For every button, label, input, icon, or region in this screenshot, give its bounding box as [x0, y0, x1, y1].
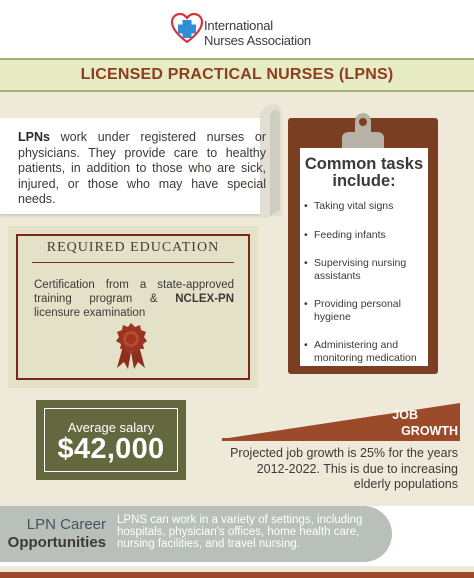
education-heading: REQUIRED EDUCATION: [46, 240, 220, 255]
career-title-line1: LPN Career: [26, 516, 106, 533]
heart-cross-icon: [170, 12, 204, 46]
education-exam-bold: NCLEX-PN: [175, 293, 234, 305]
certificate-rule: [32, 262, 234, 263]
tasks-list: [304, 200, 428, 380]
intro-body: work under registered nurses or physicians. They provide care to healthy patients, in addition to those who are sick, injured, or those who may have special needs.: [18, 130, 266, 206]
career-text: LPNS can work in a variety of settings, including hospitals, physician's offices, home health care, nursing facilities, and travel nursing.: [117, 514, 363, 550]
education-text-part2: licensure examination: [34, 307, 146, 319]
salary-label: Average salary: [67, 420, 155, 435]
bottom-bar: [0, 572, 474, 578]
salary-value: $42,000: [57, 433, 165, 465]
task-item: • Supervising nursing assistants: [304, 257, 428, 282]
logo-text-line2: Nurses Association: [204, 33, 311, 48]
task-item: • Providing personal hygiene: [304, 298, 428, 323]
career-title-line2: Opportunities: [7, 534, 106, 551]
growth-label-line1: JOB: [392, 408, 418, 422]
education-text: [34, 278, 234, 320]
task-item: • Administering and monitoring medication: [304, 339, 428, 364]
growth-label-line2: GROWTH: [401, 424, 458, 438]
intro-text: [18, 130, 266, 208]
task-item: • Taking vital signs: [304, 200, 428, 213]
clipboard-clip-icon: [336, 112, 390, 148]
growth-text: Projected job growth is 25% for the years 2012-2022. This is due to increasing elderly populations: [230, 446, 458, 491]
career-title: [6, 516, 106, 552]
award-seal-icon: [112, 322, 150, 370]
tasks-title: Common tasks include:: [304, 155, 424, 190]
education-text-part1: Certification from a state-approved training program &: [34, 279, 234, 305]
logo-text-line1: International: [204, 18, 273, 33]
page-title: LICENSED PRACTICAL NURSES (LPNS): [80, 66, 394, 83]
task-item: • Feeding infants: [304, 229, 428, 242]
intro-lpns-bold: LPNs: [18, 130, 50, 144]
